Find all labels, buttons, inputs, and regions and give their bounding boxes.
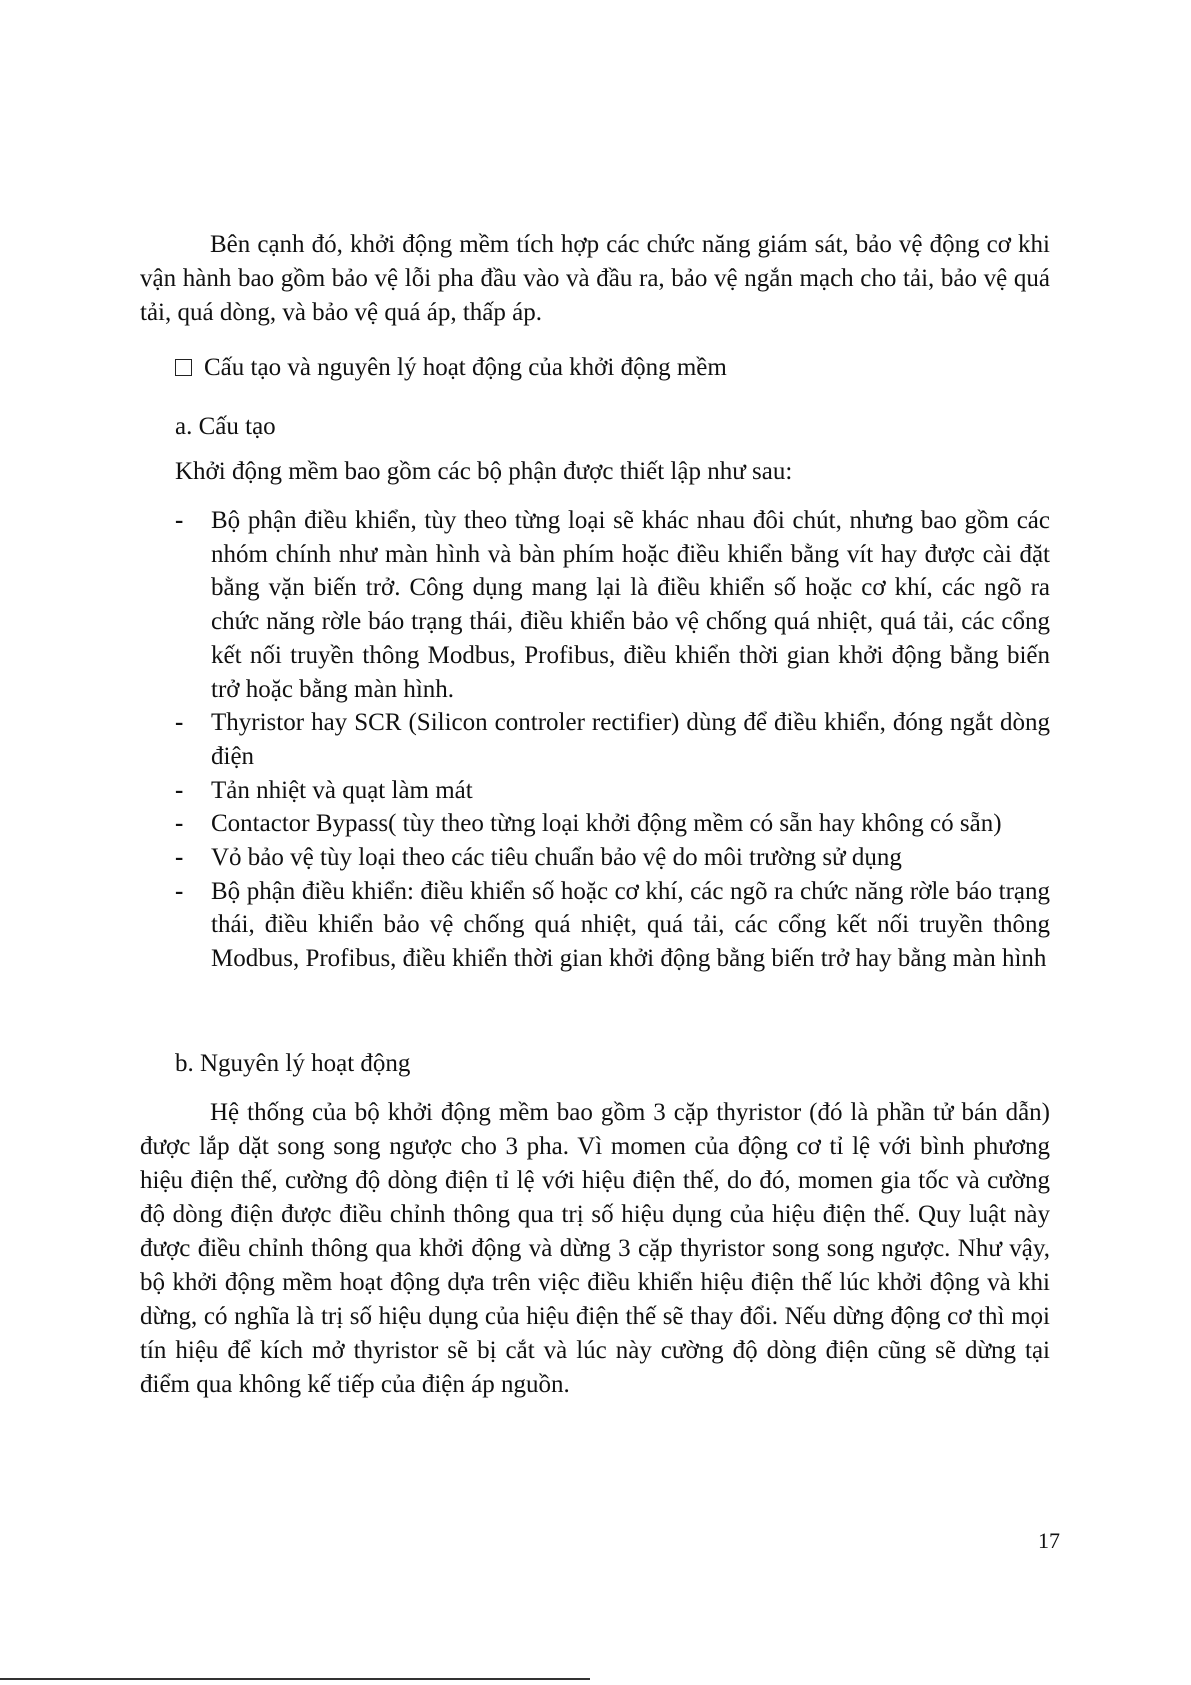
list-item <box>175 504 1050 706</box>
checkbox-icon <box>175 359 192 376</box>
bullet-marker: - <box>175 844 184 872</box>
bottom-divider <box>0 1678 590 1680</box>
subsection-a-intro: Khởi động mềm bao gồm các bộ phận được thiết lập như sau: <box>175 458 793 485</box>
list-item-text: Bộ phận điều khiển, tùy theo từng loại sẽ khác nhau đôi chút, nhưng bao gồm các nhóm chính như màn hình và bàn phím hoặc điều khiển bằng vít hay được cài đặt bằng vặn biến trở. Công dụng mang lại là điều khiển số hoặc cơ khí, các ngõ ra chức năng rờle báo trạng thái, điều khiển bảo vệ chống quá nhiệt, quá tải, các cổng kết nối truyền thông Modbus, Profibus, điều khiển thời gian khởi động bằng biến trở hoặc bằng màn hình. <box>211 507 1050 703</box>
list-item-text: Tản nhiệt và quạt làm mát <box>211 776 473 804</box>
bullet-marker: - <box>175 709 184 737</box>
subsection-a-title: a. Cấu tạo <box>175 413 276 440</box>
list-item-text: Bộ phận điều khiển: điều khiển số hoặc cơ khí, các ngõ ra chức năng rờle báo trạng thái, điều khiển bảo vệ chống quá nhiệt, quá tải, các cổng kết nối truyền thông Modbus, Profibus, điều khiển thời gian khởi động bằng biến trở hay bằng màn hình <box>211 877 1050 973</box>
list-item <box>175 706 1050 773</box>
section-heading <box>175 351 1035 385</box>
list-item <box>175 841 1050 875</box>
list-item <box>175 875 1050 976</box>
bullet-marker: - <box>175 776 184 804</box>
section-heading-text: Cấu tạo và nguyên lý hoạt động của khởi động mềm <box>204 354 727 381</box>
intro-paragraph: Bên cạnh đó, khởi động mềm tích hợp các chức năng giám sát, bảo vệ động cơ khi vận hành bao gồm bảo vệ lỗi pha đầu vào và đầu ra, bảo vệ ngắn mạch cho tải, bảo vệ quá tải, quá dòng, và bảo vệ quá áp, thấp áp. <box>140 231 1050 326</box>
list-item <box>175 774 1050 808</box>
bullet-marker: - <box>175 810 184 838</box>
page-number: 17 <box>1038 1528 1060 1553</box>
list-item <box>175 807 1050 841</box>
subsection-b-title: b. Nguyên lý hoạt động <box>175 1050 411 1077</box>
list-item-text: Vỏ bảo vệ tùy loại theo các tiêu chuẩn bảo vệ do môi trường sử dụng <box>211 844 902 872</box>
bullet-marker: - <box>175 507 184 534</box>
subsection-b-paragraph: Hệ thống của bộ khởi động mềm bao gồm 3 cặp thyristor (đó là phần tử bán dẫn) được lắp dặt song song ngược cho 3 pha. Vì momen của động cơ tỉ lệ với bình phương hiệu điện thế, cường độ dòng điện tỉ lệ với hiệu điện thế, do đó, momen gia tốc và cường độ dòng điện được điều chỉnh thông qua trị số hiệu dụng của hiệu điện thế. Quy luật này được điều chỉnh thông qua khởi động và dừng 3 cặp thyristor song song ngược. Như vậy, bộ khởi động mềm hoạt động dựa trên việc điều khiển hiệu điện thế lúc khởi động và khi dừng, có nghĩa là trị số hiệu dụng của hiệu điện thế sẽ thay đổi. Nếu dừng động cơ thì mọi tín hiệu để kích mở thyristor sẽ bị cắt và lúc này cường độ dòng điện cũng sẽ dừng tại điểm qua không kế tiếp của điện áp nguồn. <box>140 1099 1050 1398</box>
list-item-text: Contactor Bypass( tùy theo từng loại khởi động mềm có sẵn hay không có sẵn) <box>211 810 1002 838</box>
list-item-text: Thyristor hay SCR (Silicon controler rectifier) dùng để điều khiển, đóng ngắt dòng điện <box>211 709 1050 770</box>
bullet-marker: - <box>175 877 184 905</box>
component-list <box>175 504 1050 976</box>
